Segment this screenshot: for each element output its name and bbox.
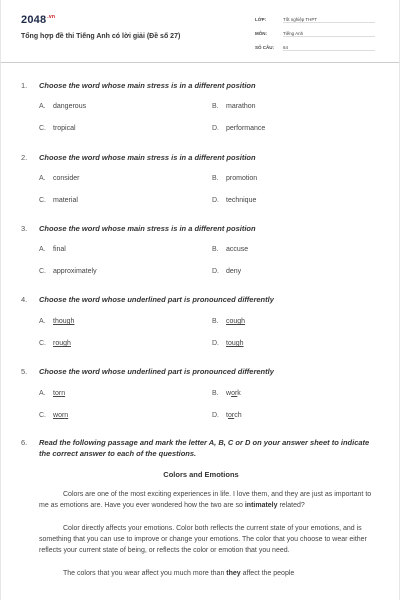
question-4 — [21, 294, 381, 305]
option-letter: A. — [39, 390, 46, 397]
option-text: tropical — [53, 125, 76, 132]
question-text: Choose the word whose main stress is in a different position — [39, 81, 256, 90]
option-c[interactable] — [39, 412, 68, 419]
passage-keyword: intimately — [244, 502, 278, 509]
question-2 — [21, 152, 381, 163]
passage-keyword: they — [226, 570, 241, 577]
meta-value: Tiếng Anh — [283, 31, 375, 37]
passage-title: Colors and Emotions — [163, 470, 239, 479]
question-text: Choose the word whose underlined part is pronounced differently — [39, 295, 274, 304]
option-letter: B. — [212, 246, 219, 253]
question-6 — [21, 437, 381, 459]
option-underlined: or — [231, 390, 238, 397]
option-underlined: though — [53, 318, 75, 325]
question-stem — [21, 366, 381, 377]
question-number: 2. — [21, 153, 28, 162]
option-letter: B. — [212, 390, 219, 397]
option-text: marathon — [226, 103, 256, 110]
question-number: 5. — [21, 367, 28, 376]
passage-text: Color directly affects your emotions. Color both reflects the current state of your emotions, and is something that you can use to improve or change your emotions. The color that you choose to wear either reflects your current state of being, or reflects the color or emotion that you need. — [39, 525, 367, 554]
option-part: k — [237, 390, 241, 397]
passage-text: Colors are one of the most exciting experiences in life. I love them, and they are just as important to me as emotions are. Have you ever wondered how the two are so — [39, 491, 372, 509]
option-letter: A. — [39, 246, 46, 253]
option-c[interactable] — [39, 340, 71, 347]
meta-key: MÔN: — [255, 31, 267, 36]
passage-paragraph — [39, 523, 375, 556]
option-a[interactable] — [39, 103, 86, 110]
option-text: approximately — [53, 268, 97, 275]
option-text: consider — [53, 175, 80, 182]
question-number: 1. — [21, 81, 28, 90]
option-d[interactable] — [212, 412, 242, 419]
option-c[interactable] — [39, 125, 76, 132]
option-letter: D. — [212, 197, 219, 204]
option-text: accuse — [226, 246, 249, 253]
option-letter: C. — [39, 340, 46, 347]
meta-key: SỐ CÂU: — [255, 45, 274, 50]
option-text: material — [53, 197, 78, 204]
option-letter: B. — [212, 318, 219, 325]
option-underlined: or — [227, 412, 235, 419]
option-a[interactable] — [39, 318, 74, 325]
option-letter: B. — [212, 103, 219, 110]
passage-body — [39, 489, 375, 591]
meta-value: Tốt nghiệp THPT — [283, 17, 375, 23]
passage-text: affect the people — [240, 570, 295, 577]
option-letter: D. — [212, 125, 219, 132]
option-part: t — [53, 390, 55, 397]
question-number: 3. — [21, 224, 28, 233]
document-title: Tổng hợp đề thi Tiếng Anh có lời giải (Đề số 27) — [21, 33, 181, 40]
option-underlined: or — [54, 390, 62, 397]
question-text: Choose the word whose main stress is in a different position — [39, 224, 256, 233]
meta-subject — [255, 31, 380, 37]
site-logo[interactable] — [21, 14, 55, 26]
question-number: 4. — [21, 295, 28, 304]
question-5 — [21, 366, 381, 377]
option-underlined: tough — [226, 340, 244, 347]
option-letter: D. — [212, 268, 219, 275]
option-part: w — [53, 412, 59, 419]
option-b[interactable] — [212, 103, 256, 110]
question-text: Choose the word whose underlined part is pronounced differently — [39, 367, 274, 376]
option-part: n — [61, 390, 66, 397]
option-letter: D. — [212, 340, 219, 347]
option-underlined: cough — [226, 318, 246, 325]
option-b[interactable] — [212, 246, 248, 253]
option-text: technique — [226, 197, 257, 204]
option-letter: C. — [39, 197, 46, 204]
option-text: final — [53, 246, 66, 253]
option-part: ch — [234, 412, 242, 419]
question-stem — [21, 437, 381, 459]
option-d[interactable] — [212, 125, 265, 132]
question-number: 6. — [21, 438, 28, 447]
option-letter: A. — [39, 175, 46, 182]
option-text: deny — [226, 268, 242, 275]
passage-paragraph — [39, 568, 375, 579]
meta-class — [255, 17, 380, 23]
logo-suffix: .vn — [47, 14, 56, 21]
meta-count — [255, 45, 380, 51]
question-stem — [21, 294, 381, 305]
option-b[interactable] — [212, 175, 257, 182]
question-text: Read the following passage and mark the letter A, B, C or D on your answer sheet to indicate the correct answer to each of the questions. — [39, 438, 370, 458]
question-stem — [21, 80, 381, 91]
option-d[interactable] — [212, 197, 256, 204]
question-stem — [21, 223, 381, 234]
passage-text: related? — [277, 502, 305, 509]
question-text: Choose the word whose main stress is in a different position — [39, 153, 256, 162]
option-part: w — [226, 390, 232, 397]
option-d[interactable] — [212, 340, 244, 347]
document-header — [1, 0, 399, 63]
option-letter: D. — [212, 412, 219, 419]
option-underlined: rough — [53, 340, 71, 347]
option-part: t — [226, 412, 228, 419]
logo-text: 2048 — [21, 14, 47, 26]
option-letter: C. — [39, 412, 46, 419]
option-text: performance — [226, 125, 266, 132]
option-text: dangerous — [53, 103, 87, 110]
option-text: promotion — [226, 175, 258, 182]
question-3 — [21, 223, 381, 234]
option-b[interactable] — [212, 318, 245, 325]
option-underlined: or — [58, 412, 65, 419]
question-1 — [21, 80, 381, 91]
option-part: n — [64, 412, 69, 419]
option-letter: A. — [39, 318, 46, 325]
meta-key: LỚP: — [255, 17, 267, 22]
option-letter: C. — [39, 125, 46, 132]
option-d[interactable] — [212, 268, 241, 275]
option-c[interactable] — [39, 268, 97, 275]
passage-text: The colors that you wear affect you much more than — [63, 570, 227, 577]
option-c[interactable] — [39, 197, 78, 204]
question-stem — [21, 152, 381, 163]
option-letter: A. — [39, 103, 46, 110]
option-b[interactable] — [212, 390, 241, 397]
option-letter: B. — [212, 175, 219, 182]
option-a[interactable] — [39, 175, 79, 182]
option-letter: C. — [39, 268, 46, 275]
option-a[interactable] — [39, 246, 66, 253]
meta-value: 64 — [283, 45, 375, 51]
option-a[interactable] — [39, 390, 65, 397]
passage-paragraph — [39, 489, 375, 511]
